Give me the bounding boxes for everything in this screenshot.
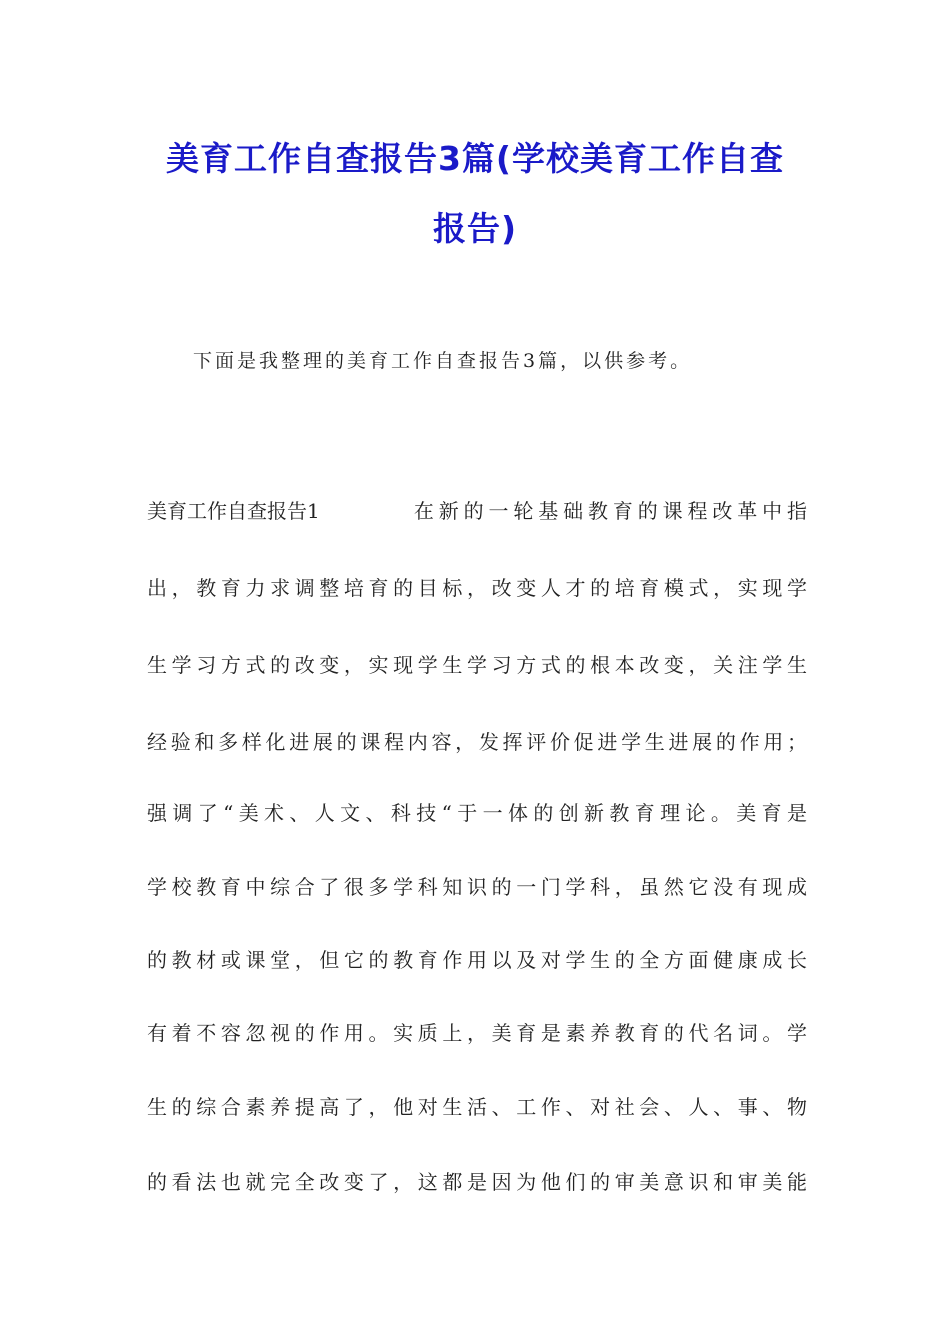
body-line-8: 有着不容忽视的作用。实质上，美育是素养教育的代名词。学 [147,1021,807,1045]
body-line-7: 的教材或课堂，但它的教育作用以及对学生的全方面健康成长 [147,948,807,972]
body-line-text: 在新的一轮基础教育的课程改革中指 [409,499,807,523]
body-line-4: 经验和多样化进展的课程内容，发挥评价促进学生进展的作用； [147,730,807,754]
body-line-9: 生的综合素养提高了，他对生活、工作、对社会、人、事、物 [147,1095,807,1119]
document-title-line-2: 报告) [432,209,518,248]
document-title-line-1: 美育工作自查报告3篇(学校美育工作自查 [165,139,785,178]
intro-paragraph: 下面是我整理的美育工作自查报告3篇，以供参考。 [193,350,693,372]
body-line-10: 的看法也就完全改变了，这都是因为他们的审美意识和审美能 [147,1170,807,1194]
body-line-3: 生学习方式的改变，实现学生学习方式的根本改变，关注学生 [147,653,807,677]
body-line-1 [147,495,807,524]
body-line-6: 学校教育中综合了很多学科知识的一门学科，虽然它没有现成 [147,875,807,899]
body-line-5: 强调了“美术、人文、科技“于一体的创新教育理论。美育是 [147,801,807,825]
body-line-2: 出，教育力求调整培育的目标，改变人才的培育模式，实现学 [147,576,807,600]
section-heading: 美育工作自查报告1 [147,499,320,523]
